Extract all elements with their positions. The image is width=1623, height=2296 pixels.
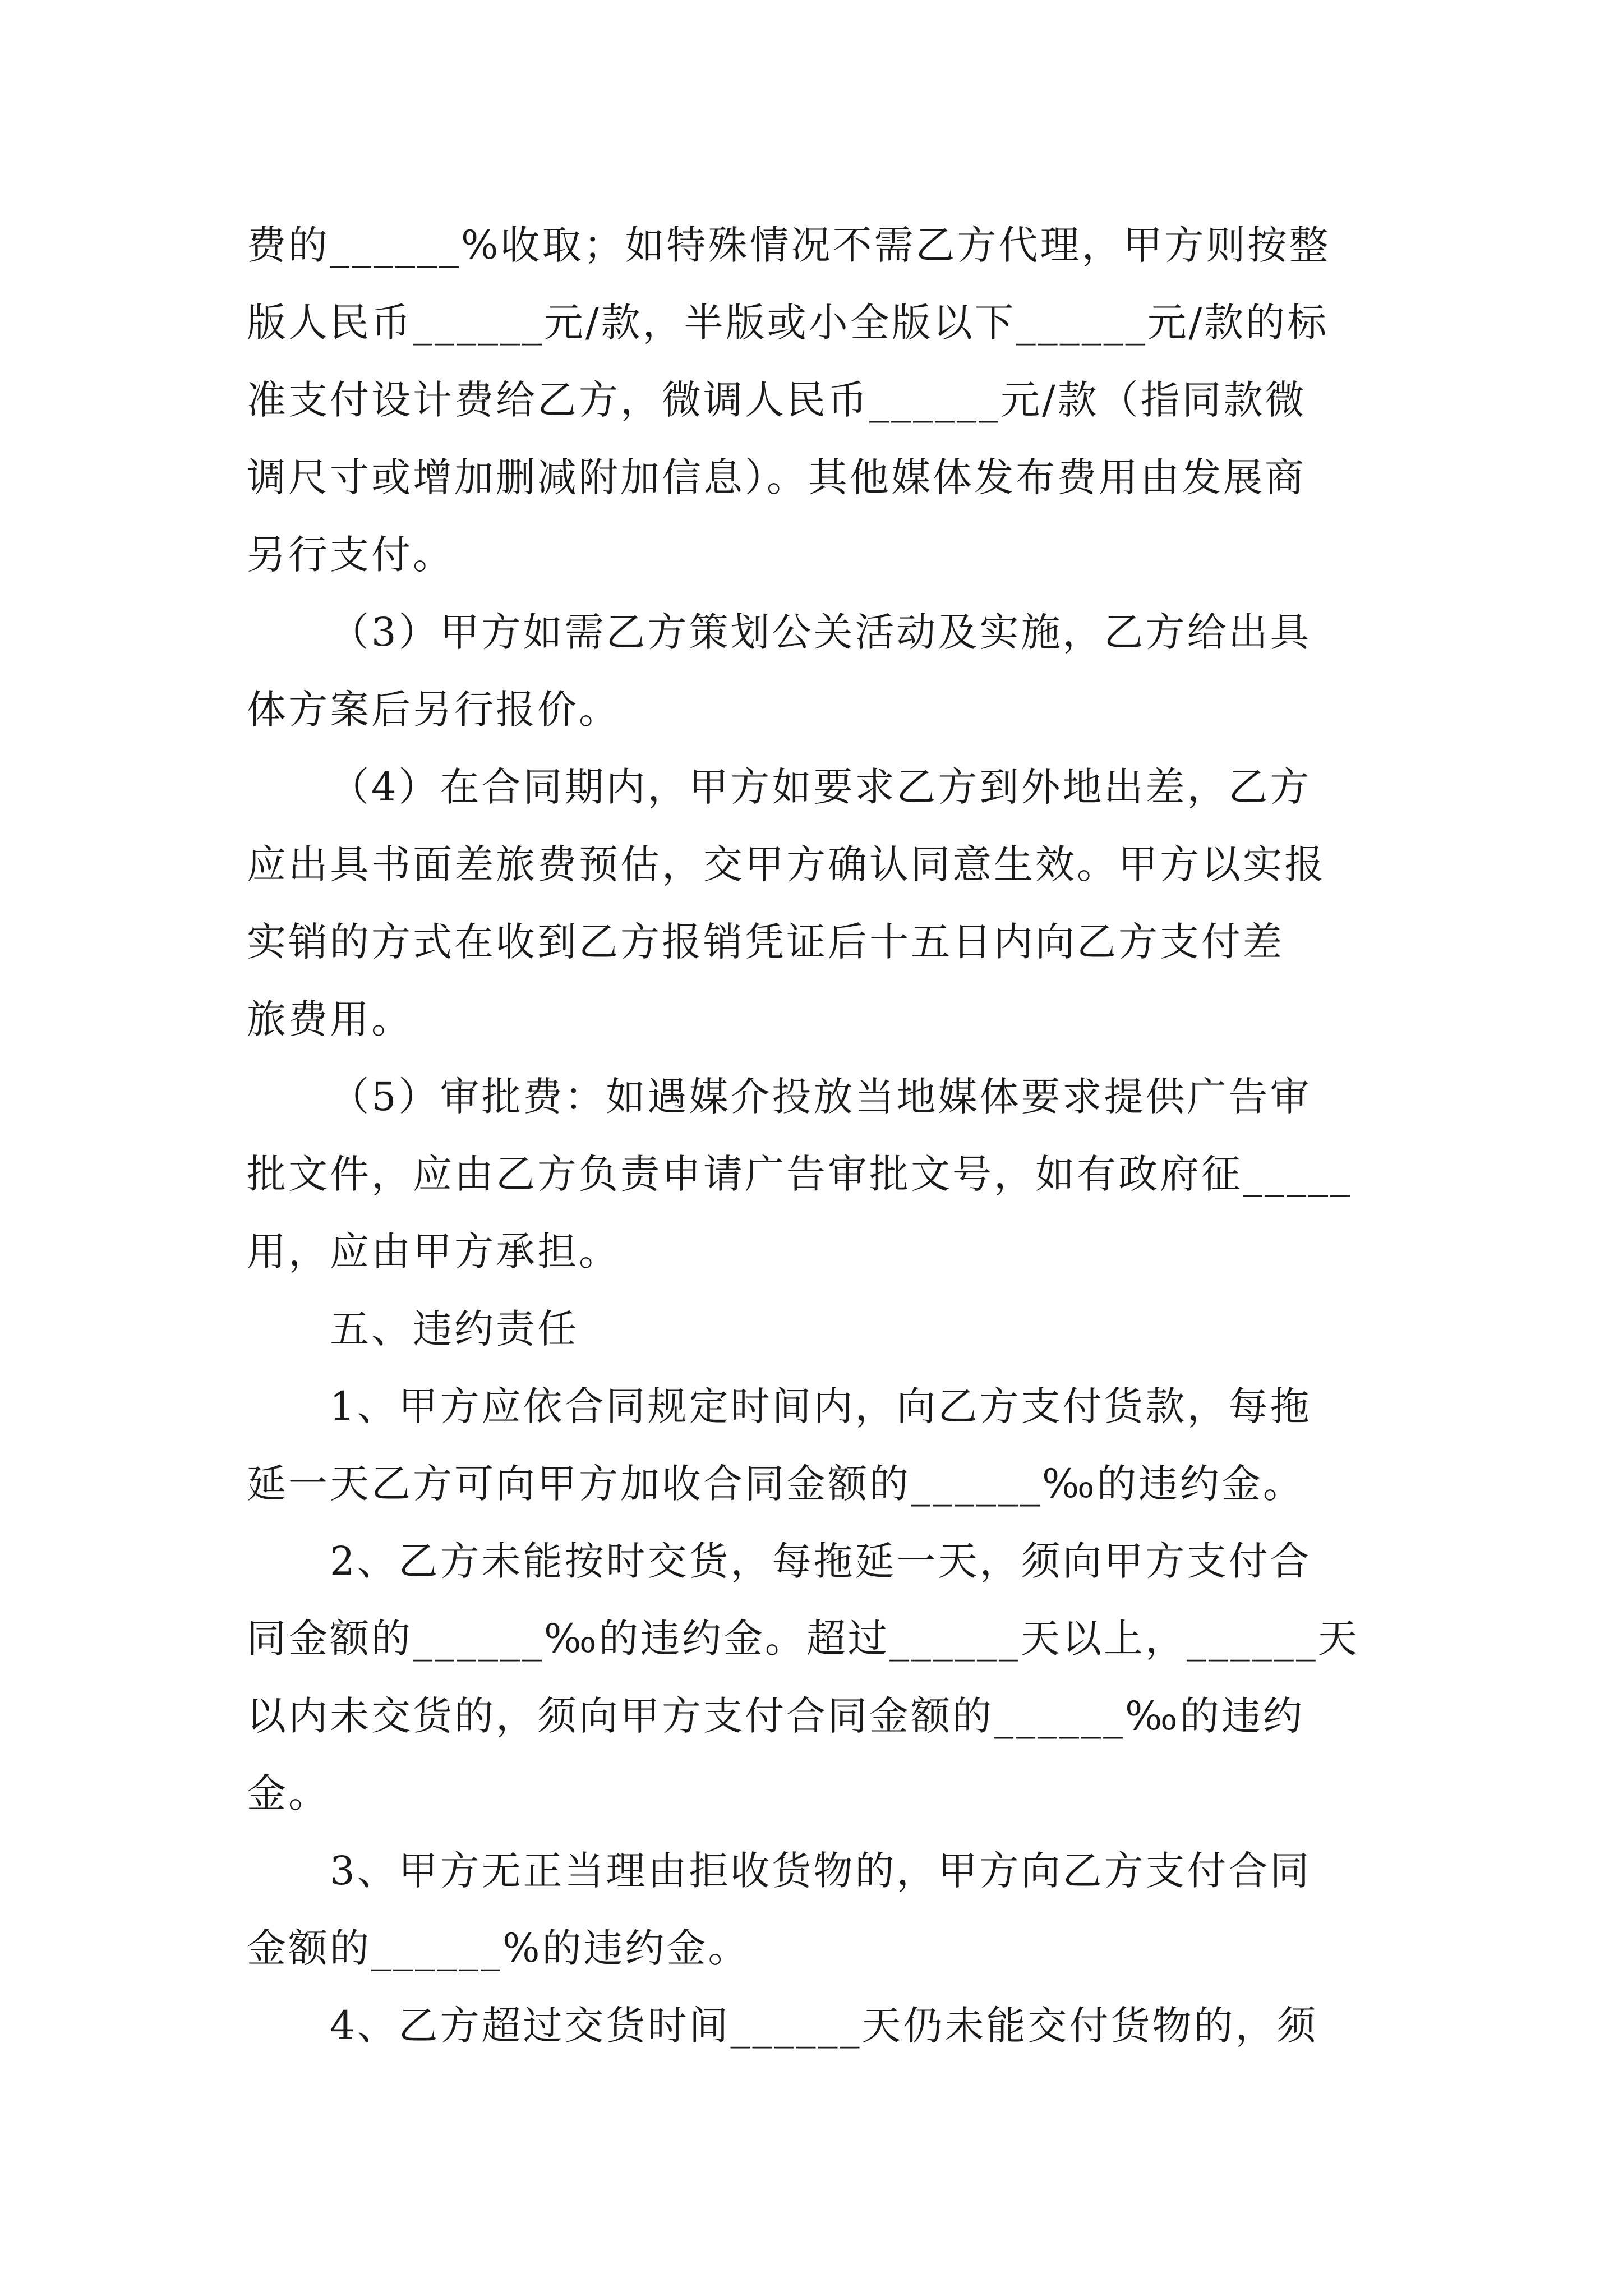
- text-line: 1、甲方应依合同规定时间内，向乙方支付货款，每拖: [330, 1383, 1312, 1429]
- text-line: 调尺寸或增加删减附加信息）。其他媒体发布费用由发展商: [247, 454, 1306, 500]
- text-line: 3、甲方无正当理由拒收货物的，甲方向乙方支付合同: [330, 1848, 1312, 1894]
- text-line: （3）甲方如需乙方策划公关活动及实施，乙方给出具: [330, 609, 1312, 655]
- text-line: 用，应由甲方承担。: [247, 1228, 620, 1274]
- text-line: 以内未交货的，须向甲方支付合同金额的______‰的违约: [247, 1693, 1304, 1739]
- section-heading: 五、违约责任: [330, 1306, 579, 1352]
- text-line: 延一天乙方可向甲方加收合同金额的______‰的违约金。: [247, 1461, 1304, 1507]
- text-line: 体方案后另行报价。: [247, 687, 620, 733]
- text-line: 金。: [247, 1770, 330, 1816]
- text-line: 应出具书面差旅费预估，交甲方确认同意生效。甲方以实报: [247, 841, 1326, 887]
- text-line: （5）审批费：如遇媒介投放当地媒体要求提供广告审: [330, 1074, 1312, 1120]
- text-line: 同金额的______‰的违约金。超过______天以上，______天: [247, 1616, 1359, 1662]
- text-line: 2、乙方未能按时交货，每拖延一天，须向甲方支付合: [330, 1538, 1312, 1584]
- text-line: 批文件，应由乙方负责申请广告审批文号，如有政府征_____: [247, 1151, 1352, 1197]
- text-line: 金额的______%的违约金。: [247, 1925, 750, 1971]
- text-line: 4、乙方超过交货时间______天仍未能交付货物的，须: [330, 2003, 1318, 2049]
- text-line: 旅费用。: [247, 996, 413, 1042]
- text-line: 另行支付。: [247, 532, 454, 578]
- text-line: 版人民币______元/款，半版或小全版以下______元/款的标: [247, 300, 1329, 346]
- text-line: （4）在合同期内，甲方如要求乙方到外地出差，乙方: [330, 764, 1312, 810]
- text-line: 准支付设计费给乙方，微调人民币______元/款（指同款微: [247, 377, 1307, 423]
- text-line: 实销的方式在收到乙方报销凭证后十五日内向乙方支付差: [247, 919, 1284, 965]
- text-line: 费的______%收取；如特殊情况不需乙方代理，甲方则按整: [247, 222, 1331, 268]
